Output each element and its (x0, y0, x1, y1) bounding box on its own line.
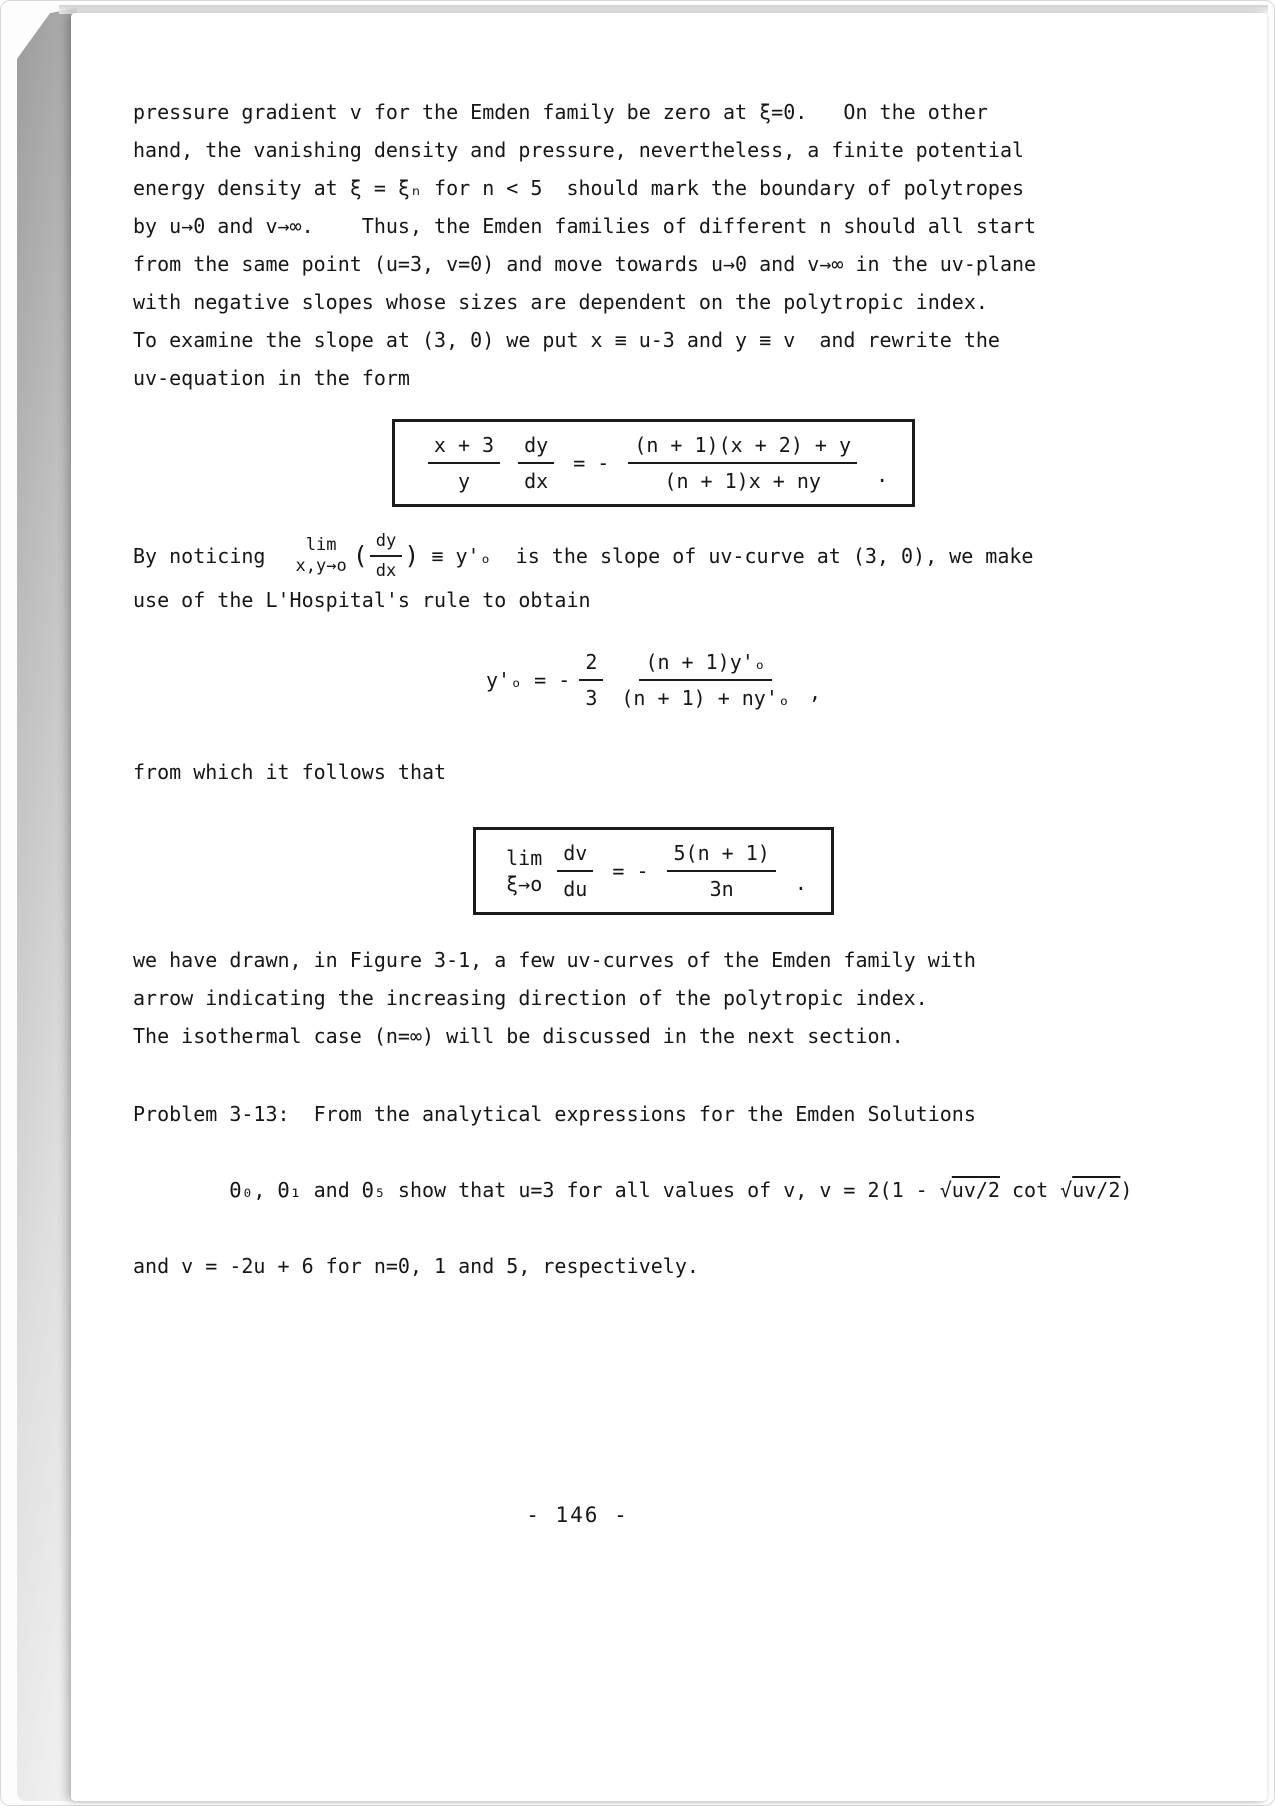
equation-box (392, 419, 915, 507)
fraction-numerator: dv (557, 840, 593, 872)
equation-uv-slope-boxed (133, 419, 1174, 507)
limit-subscript: ξ→o (506, 872, 543, 896)
text-line: pressure gradient v for the Emden family be zero at ξ=0. On the other (133, 100, 988, 124)
text-run: is the slope of uv-curve at (3, 0), we make (503, 544, 1034, 568)
text-line: and v = -2u + 6 for n=0, 1 and 5, respectively. (133, 1254, 699, 1278)
close-paren: ) (404, 541, 420, 570)
fraction-numerator: 5(n + 1) (667, 840, 775, 872)
fraction-denominator: dx (375, 561, 397, 581)
text-line: by u→0 and v→∞. Thus, the Emden families of different n should all start (133, 214, 1037, 238)
fraction-rhs (628, 432, 857, 494)
by-noticing-line (133, 531, 1174, 581)
equals-minus: = - (612, 859, 649, 883)
equation-box (473, 827, 834, 915)
text-line: use of the L'Hospital's rule to obtain (133, 588, 591, 612)
text-line: Problem 3-13: From the analytical expressions for the Emden Solutions (133, 1102, 976, 1126)
equals-minus: = - (573, 451, 610, 475)
limit-word: lim (506, 846, 543, 870)
fraction-denominator: du (563, 877, 588, 901)
radicand-overline: uv/2 (951, 1178, 1000, 1202)
fraction-numerator: dy (370, 531, 402, 557)
fraction-rhs (667, 840, 775, 902)
page-number: - 146 - (526, 1503, 629, 1527)
equation-lhs: y'ₒ = - (486, 668, 571, 692)
fraction-denominator: (n + 1)x + ny (664, 469, 821, 493)
text-run: Θ₀, Θ₁ and Θ₅ show that u=3 for all values of v, v = 2(1 - √ (229, 1178, 952, 1202)
text-line: uv-equation in the form (133, 366, 410, 390)
equation-row (486, 649, 821, 711)
limit-subscript: x,y→o (295, 556, 347, 576)
text-line: we have drawn, in Figure 3-1, a few uv-curves of the Emden family with (133, 948, 976, 972)
page-content (1, 1, 1274, 1805)
text-line: To examine the slope at (3, 0) we put x ≡ u-3 and y ≡ v and rewrite the (133, 328, 1000, 352)
limit-word: lim (305, 535, 337, 555)
fraction-two-thirds (579, 649, 603, 711)
fraction-x3-over-y (428, 432, 500, 494)
fraction-dy-dx (518, 432, 554, 494)
text-line: arrow indicating the increasing direction of the polytropic index. (133, 986, 928, 1010)
fraction-numerator: dy (518, 432, 554, 464)
fraction-denominator: (n + 1) + ny'ₒ (621, 686, 790, 710)
equation-comma: , (808, 680, 821, 704)
fraction-denominator: dx (524, 469, 549, 493)
text-line (133, 1133, 1174, 1247)
text-line: with negative slopes whose sizes are dependent on the polytropic index. (133, 290, 988, 314)
fraction-denominator: y (457, 469, 470, 493)
radicand-overline: uv/2 (1072, 1178, 1121, 1202)
fraction-numerator: (n + 1)y'ₒ (639, 649, 771, 681)
equation-period: . (876, 463, 889, 487)
fraction-numerator: 2 (579, 649, 603, 681)
text-run: cot √ (999, 1178, 1073, 1202)
paragraph-figure (133, 941, 1174, 1055)
fraction-dv-du (557, 840, 593, 902)
open-paren: ( (352, 541, 368, 570)
limit-stack (296, 535, 347, 577)
fraction-denominator: 3 (585, 686, 598, 710)
fraction-numerator: (n + 1)(x + 2) + y (628, 432, 857, 464)
equation-y-prime (133, 649, 1174, 711)
fraction-denominator: 3n (709, 877, 734, 901)
fraction-dy-dx-inline (370, 531, 402, 581)
text-line: energy density at ξ = ξₙ for n < 5 should mark the boundary of polytropes (133, 176, 1025, 200)
equation-limit-boxed (133, 827, 1174, 915)
fraction-numerator: x + 3 (428, 432, 500, 464)
equation-period: . (794, 871, 807, 895)
text-run: ) (1120, 1178, 1133, 1202)
paragraph-intro (133, 93, 1174, 397)
text-line: The isothermal case (n=∞) will be discussed in the next section. (133, 1024, 904, 1048)
text-line: from the same point (u=3, v=0) and move towards u→0 and v→∞ in the uv-plane (133, 252, 1037, 276)
limit-stack (506, 845, 542, 897)
fraction-rhs (621, 649, 790, 711)
text-line: from which it follows that (133, 760, 447, 784)
text-run: By noticing (133, 544, 290, 568)
problem-3-13 (133, 1095, 1174, 1285)
text-line: hand, the vanishing density and pressure, nevertheless, a finite potential (133, 138, 1025, 162)
identity-run: ≡ y'ₒ (419, 544, 504, 568)
